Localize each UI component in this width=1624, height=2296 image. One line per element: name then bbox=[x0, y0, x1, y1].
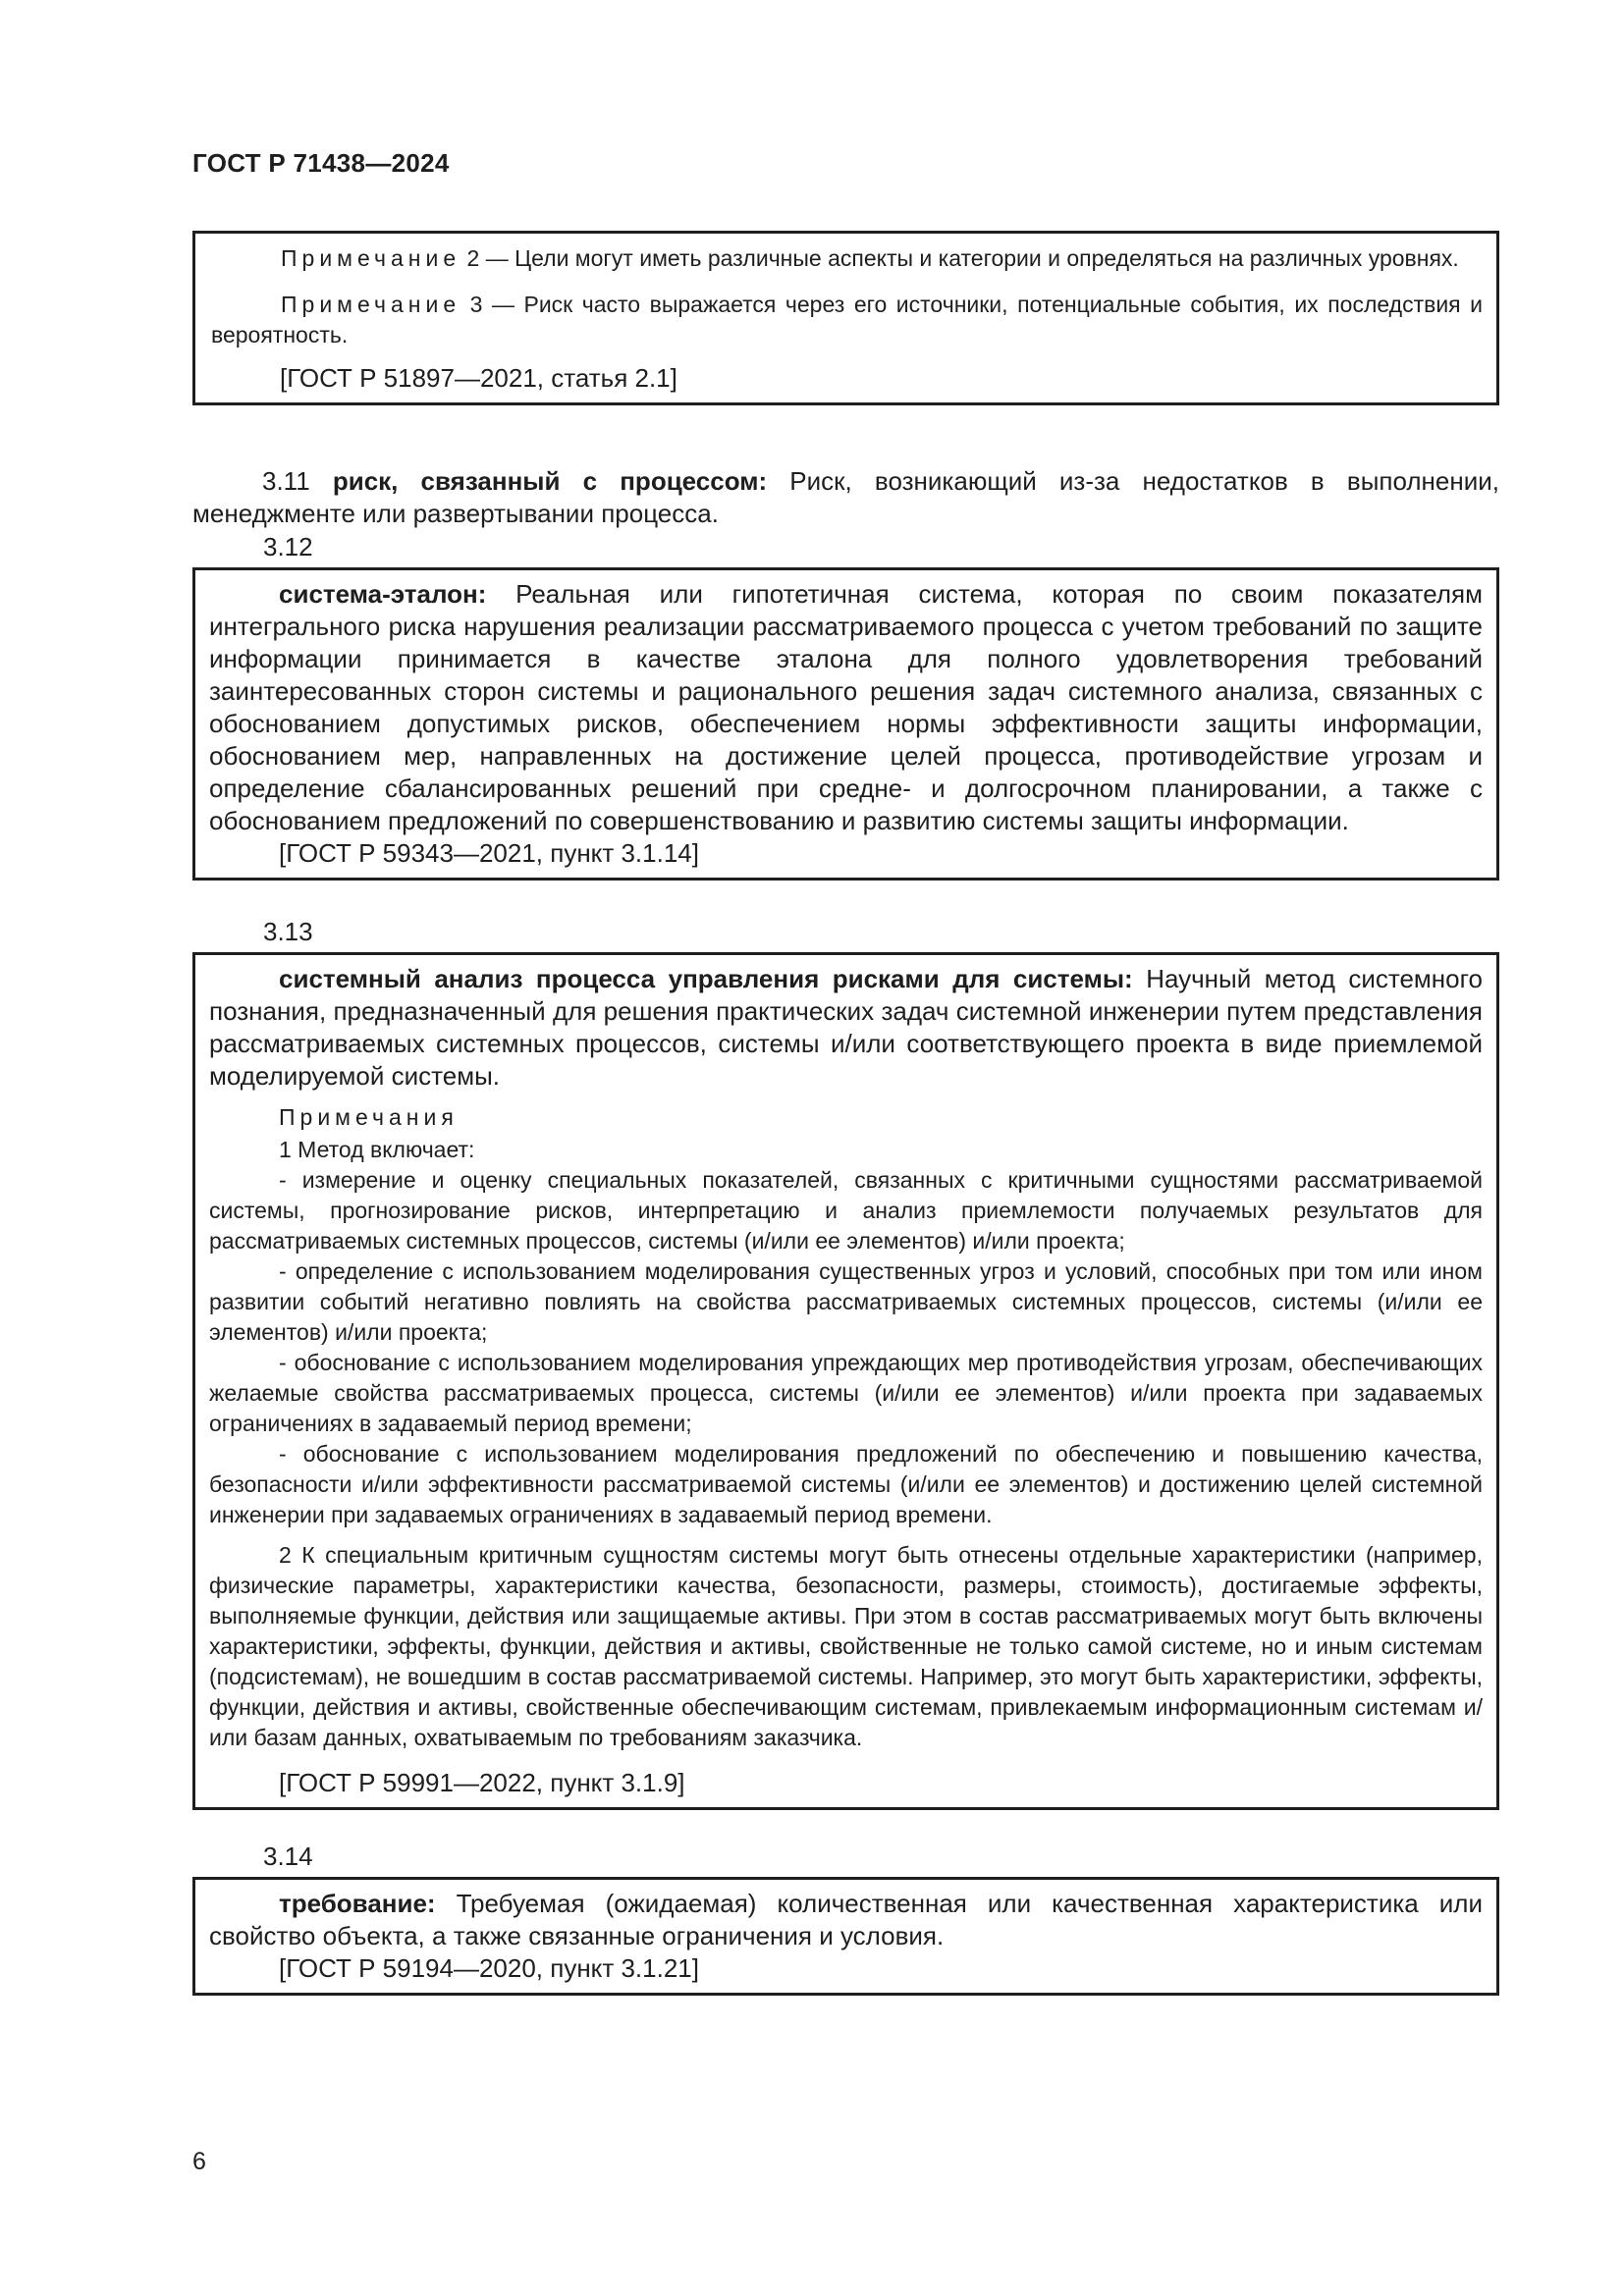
term-3-12-box bbox=[192, 567, 1499, 881]
note-1-bullet-2: - определение с использованием моделирования существенных угроз и условий, способных при том или ином развитии событий негативно повлиять на свойства рассматриваемых системных процессов, системы (и/или ее элементов) и/или проекта; bbox=[209, 1258, 1483, 1345]
reference-59343: [ГОСТ Р 59343—2021, пункт 3.1.14] bbox=[279, 838, 699, 868]
term-3-14-definition: Требуемая (ожидаемая) количественная или качественная характеристика или свойство объекта, а также связанные ограничения и условия. bbox=[209, 1889, 1483, 1950]
note-2-critical-entities: 2 К специальным критичным сущностям системы могут быть отнесены отдельные характеристики (например, физические параметры, характеристики качества, безопасности, размеры, стоимость), достигаемые эффекты, выполняемые функции, действия или защищаемые активы. При этом в состав рассматриваемых могут быть включены характеристики, эффекты, функции, действия и активы, свойственные не только самой системе, но и иным системам (подсистемам), не вошедшим в состав рассматриваемой системы. Например, это могут быть характеристики, эффекты, функции, действия и активы, свойственные обеспечивающим системам, привлекаемым информационным системам и/или базам данных, охватываемым по требованиям заказчика. bbox=[209, 1542, 1483, 1750]
term-3-12-definition: Реальная или гипотетичная система, которая по своим показателям интегрального риска нарушения реализации рассматриваемого процесса с учетом требований по защите информации принимается в качестве эталона для полного удовлетворения требований заинтересованных сторон системы и рационального решения задач системного анализа, связанных с обоснованием допустимых рисков, обеспечением нормы эффективности защиты информации, обоснованием мер, направленных на достижение целей процесса, противодействие угрозам и определение сбалансированных решений при средне- и долгосрочном планировании, а также с обоснованием предложений по совершенствованию и развитию системы защиты информации. bbox=[209, 579, 1483, 835]
page-number: 6 bbox=[192, 2148, 206, 2175]
term-3-13-box bbox=[192, 952, 1499, 1810]
term-3-11-number: 3.11 bbox=[262, 466, 310, 496]
note-2-label: Примечание bbox=[281, 245, 461, 271]
note-3-label: Примечание bbox=[281, 292, 461, 317]
note-2 bbox=[211, 243, 1483, 274]
term-3-11 bbox=[192, 465, 1499, 530]
term-3-14-box bbox=[192, 1877, 1499, 1996]
note-1-bullet-4: - обоснование с использованием моделирования предложений по обеспечению и повышению качества, безопасности и/или эффективности рассматриваемой системы (и/или ее элементов) и достижению целей системной инженерии при задаваемых ограничениях в задаваемый период времени. bbox=[209, 1441, 1483, 1527]
reference-59991: [ГОСТ Р 59991—2022, пункт 3.1.9] bbox=[279, 1768, 685, 1797]
term-3-11-definition: Риск, возникающий из-за недостатков в выполнении, менеджменте или развертывании процесса. bbox=[192, 466, 1499, 528]
term-3-11-title: риск, связанный с процессом: bbox=[332, 466, 768, 496]
note-3 bbox=[211, 290, 1483, 350]
term-3-12-number: 3.12 bbox=[263, 532, 313, 561]
note-3-text: 3 — Риск часто выражается через его источники, потенциальные события, их последствия и вероятность. bbox=[211, 292, 1483, 347]
term-3-13-definition: Научный метод системного познания, предназначенный для решения практических задач системной инженерии путем представления рассматриваемых системных процессов, системы и/или соответствующего проекта в виде приемлемой моделируемой системы. bbox=[209, 964, 1484, 1091]
note-2-text: 2 — Цели могут иметь различные аспекты и категории и определяться на различных уровнях. bbox=[460, 245, 1459, 271]
document-header: ГОСТ Р 71438—2024 bbox=[192, 148, 450, 178]
note-1-intro: 1 Метод включает: bbox=[279, 1137, 475, 1162]
note-1-bullet-3: - обоснование с использованием моделирования упреждающих мер противодействия угрозам, обеспечивающих желаемые свойства рассматриваемых процесса, системы (и/или ее элементов) и/или проекта при задаваемых ограничениях в задаваемый период времени; bbox=[209, 1350, 1483, 1436]
notes-box bbox=[192, 231, 1499, 405]
reference-59194: [ГОСТ Р 59194—2020, пункт 3.1.21] bbox=[279, 1953, 699, 1983]
notes-heading: Примечания bbox=[279, 1104, 459, 1130]
note-1-bullet-1: - измерение и оценку специальных показателей, связанных с критичными сущностями рассматриваемой системы, прогнозирование рисков, интерпретацию и анализ приемлемости получаемых результатов для рассматриваемых системных процессов, системы (и/или ее элементов) и/или проекта; bbox=[209, 1167, 1483, 1254]
term-3-13-number: 3.13 bbox=[263, 917, 313, 946]
term-3-14-title: требование: bbox=[279, 1889, 436, 1918]
term-3-12-title: система-эталон: bbox=[279, 579, 487, 609]
reference-51897: [ГОСТ Р 51897—2021, статья 2.1] bbox=[280, 363, 677, 393]
term-3-14-number: 3.14 bbox=[263, 1842, 313, 1871]
term-3-13-title: системный анализ процесса управления рисками для системы: bbox=[279, 964, 1133, 993]
